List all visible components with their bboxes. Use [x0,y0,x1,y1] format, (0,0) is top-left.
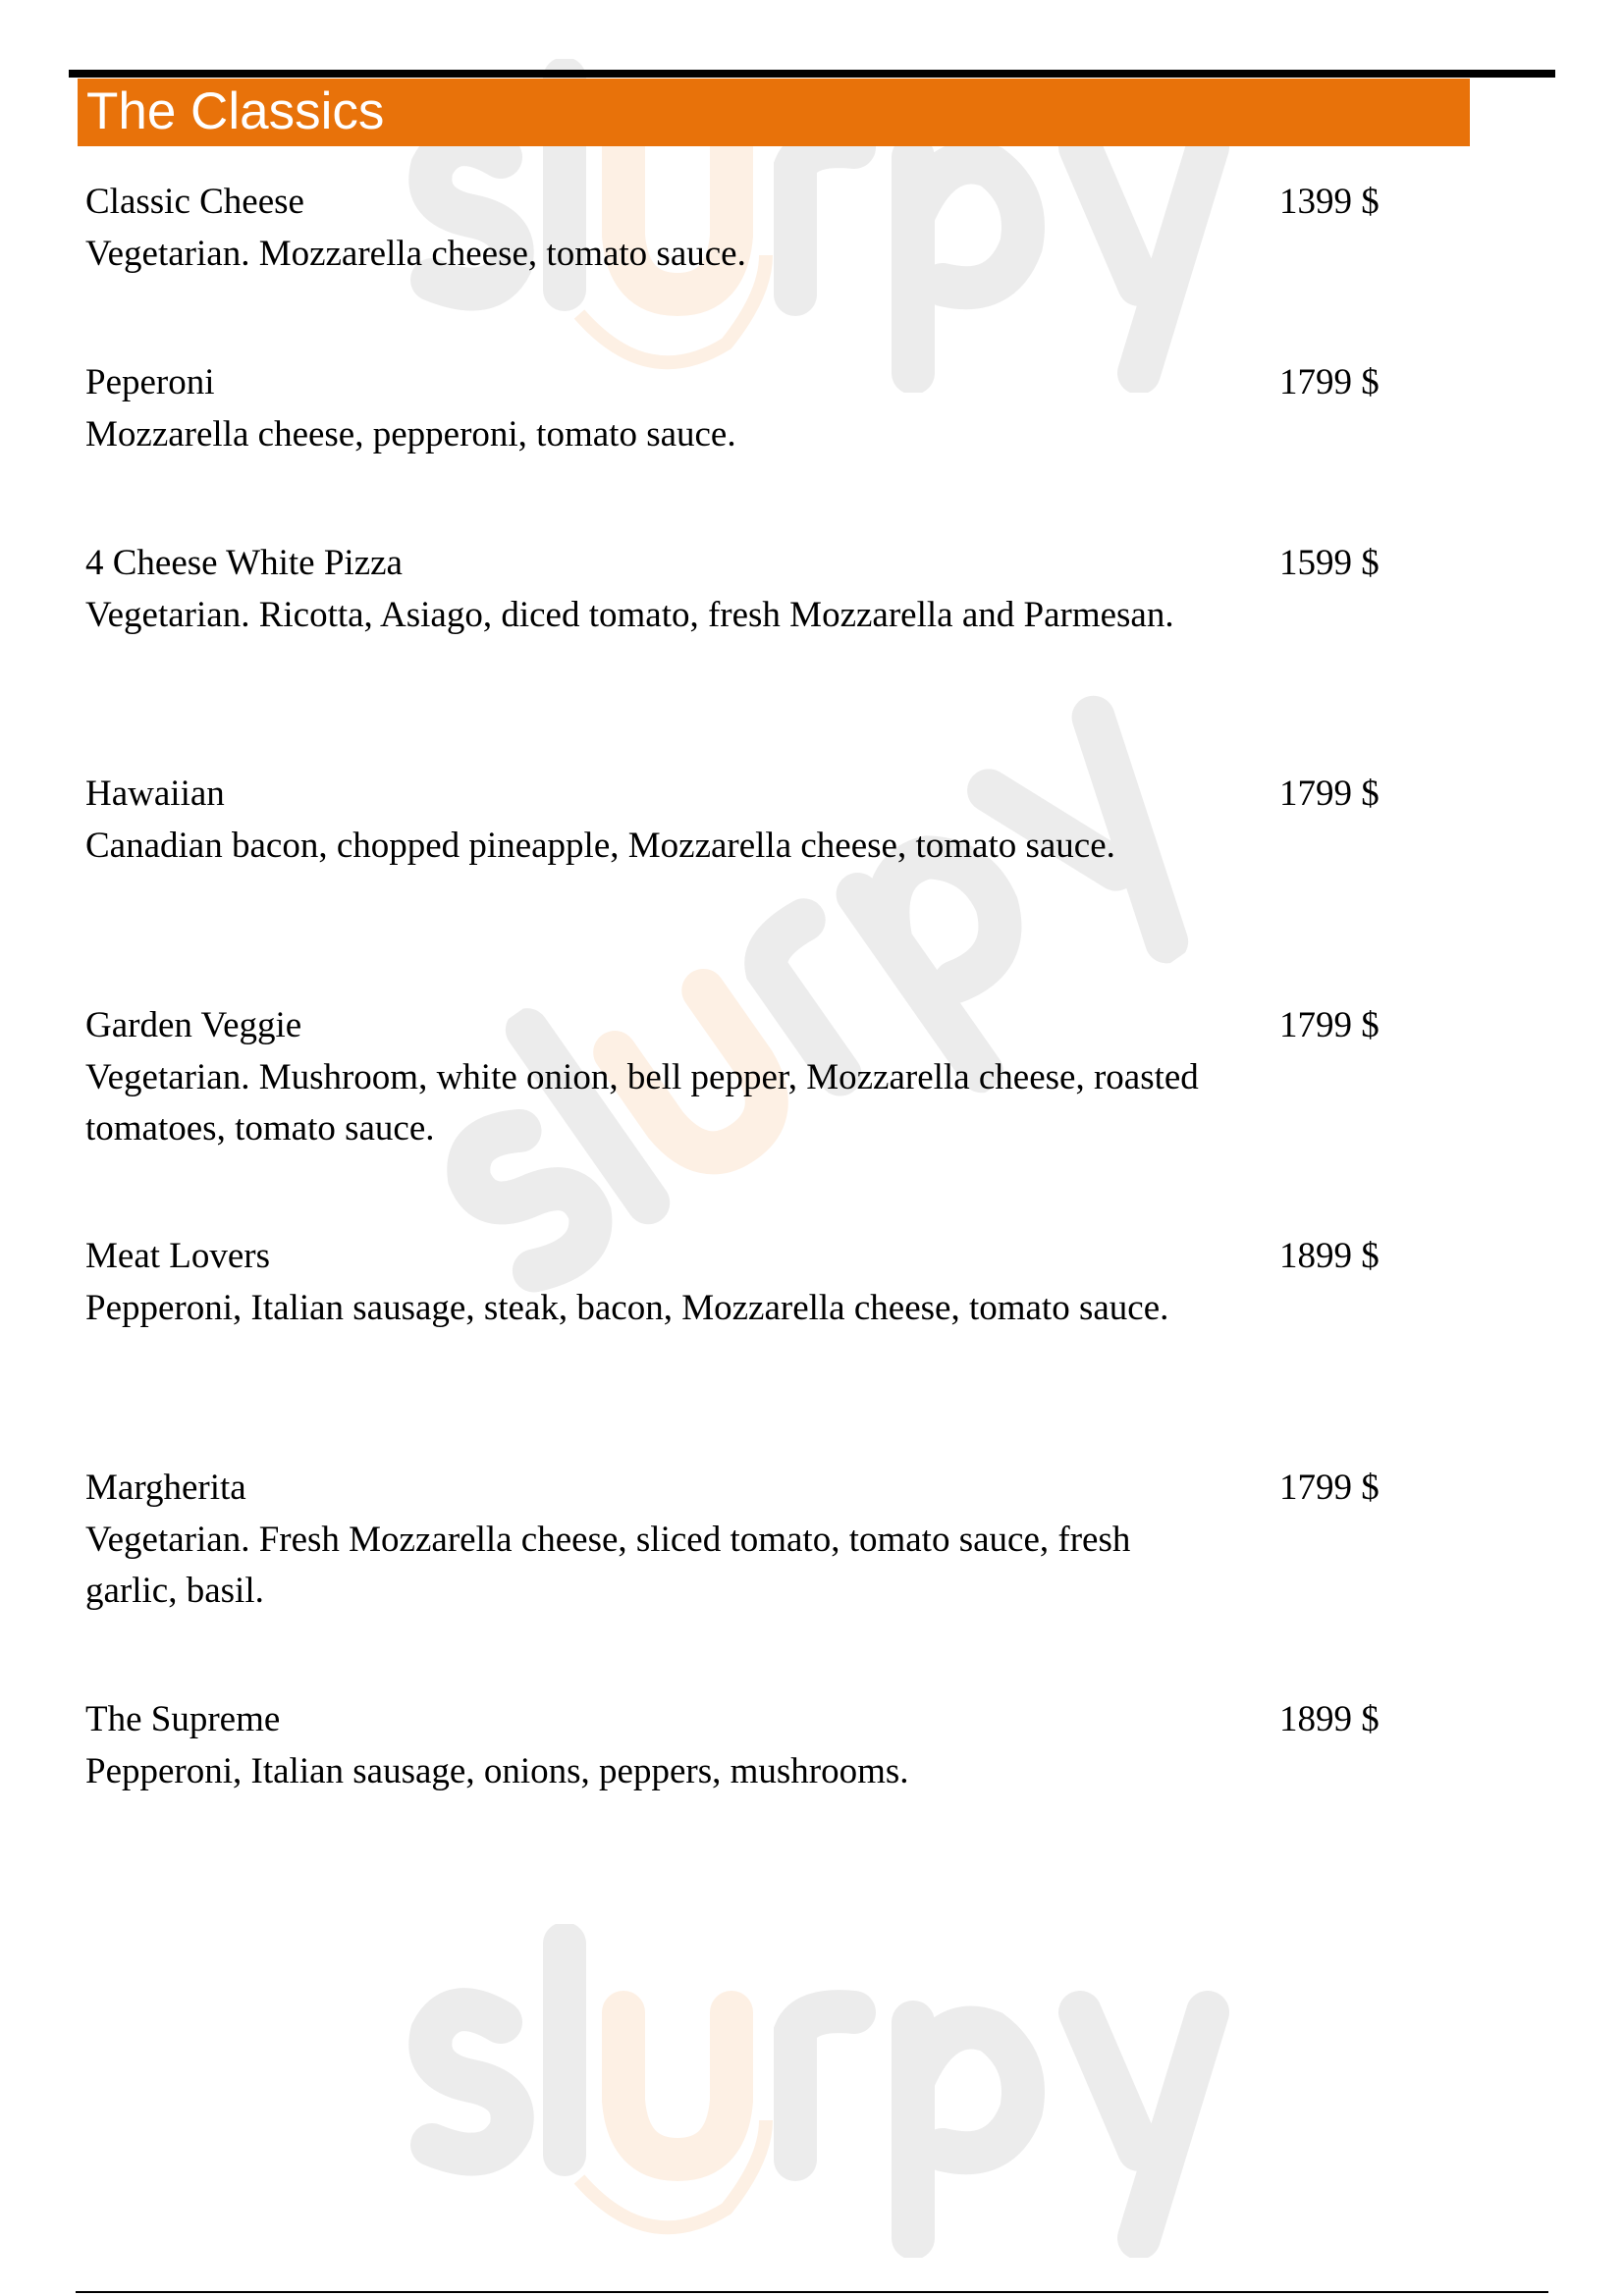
section-title: The Classics [86,82,385,140]
item-price: 1599 $ [1279,543,1380,583]
item-description: Canadian bacon, chopped pineapple, Mozzarella cheese, tomato sauce. [85,825,1115,866]
item-description: Vegetarian. Fresh Mozzarella cheese, sliced tomato, tomato sauce, fresh garlic, basil. [85,1519,1131,1611]
watermark-logo-bottom [393,1924,1257,2258]
bottom-rule [76,2291,1548,2293]
item-description: Pepperoni, Italian sausage, steak, bacon, Mozzarella cheese, tomato sauce. [85,1287,1169,1328]
item-name: Garden Veggie [85,1005,302,1045]
menu-item [85,1463,1470,1618]
item-name: Meat Lovers [85,1236,271,1276]
item-price: 1799 $ [1279,362,1380,402]
section-header [78,79,1470,146]
menu-item [85,538,1470,641]
top-rule [69,70,1555,78]
menu-item [85,177,1470,280]
item-name: The Supreme [85,1699,281,1739]
item-description: Mozzarella cheese, pepperoni, tomato sauce. [85,413,736,454]
item-name: 4 Cheese White Pizza [85,543,403,583]
item-price: 1899 $ [1279,1699,1380,1739]
menu-item [85,1231,1470,1334]
item-name: Margherita [85,1468,246,1508]
item-name: Peperoni [85,362,215,402]
item-description: Vegetarian. Mozzarella cheese, tomato sauce. [85,233,746,274]
item-name: Hawaiian [85,774,225,814]
item-price: 1799 $ [1279,1005,1380,1045]
item-price: 1799 $ [1279,1468,1380,1508]
item-price: 1399 $ [1279,182,1380,222]
menu-item [85,1694,1470,1797]
item-description: Pepperoni, Italian sausage, onions, peppers, mushrooms. [85,1750,909,1791]
menu-item [85,357,1470,460]
item-description: Vegetarian. Mushroom, white onion, bell pepper, Mozzarella cheese, roasted tomatoes, tomato sauce. [85,1056,1199,1148]
item-description: Vegetarian. Ricotta, Asiago, diced tomato, fresh Mozzarella and Parmesan. [85,594,1174,635]
item-price: 1799 $ [1279,774,1380,814]
item-price: 1899 $ [1279,1236,1380,1276]
item-name: Classic Cheese [85,182,304,222]
menu-item [85,1000,1470,1155]
menu-item [85,769,1470,872]
